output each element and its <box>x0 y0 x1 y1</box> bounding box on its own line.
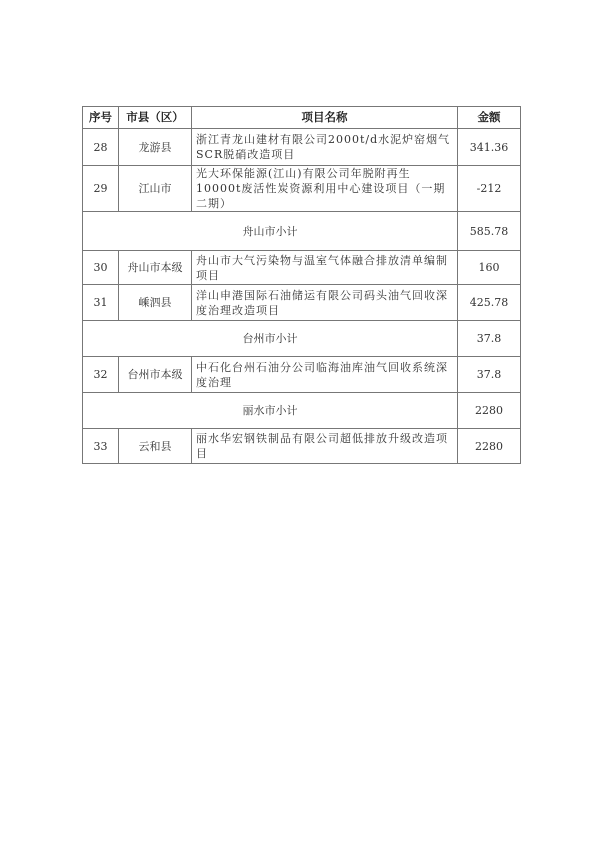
row-amount: -212 <box>458 166 521 212</box>
subtotal-row <box>83 321 521 357</box>
row-project-name: 浙江青龙山建材有限公司2000t/d水泥炉窑烟气SCR脱硝改造项目 <box>192 129 458 166</box>
row-county: 龙游县 <box>119 129 192 166</box>
header-no: 序号 <box>83 107 119 129</box>
row-county: 云和县 <box>119 429 192 464</box>
row-no: 31 <box>83 285 119 321</box>
row-county: 嵊泗县 <box>119 285 192 321</box>
subtotal-row <box>83 393 521 429</box>
row-amount: 341.36 <box>458 129 521 166</box>
subtotal-row <box>83 212 521 251</box>
row-project-name: 光大环保能源(江山)有限公司年脱附再生10000t废活性炭资源利用中心建设项目（一期二期） <box>192 166 458 212</box>
header-project-name: 项目名称 <box>192 107 458 129</box>
row-no: 32 <box>83 357 119 393</box>
table-header-row <box>83 107 521 129</box>
row-amount: 160 <box>458 251 521 285</box>
row-amount: 37.8 <box>458 357 521 393</box>
subtotal-amount: 2280 <box>458 393 521 429</box>
row-project-name: 丽水华宏钢铁制品有限公司超低排放升级改造项目 <box>192 429 458 464</box>
row-amount: 2280 <box>458 429 521 464</box>
row-project-name: 洋山申港国际石油储运有限公司码头油气回收深度治理改造项目 <box>192 285 458 321</box>
subtotal-label: 丽水市小计 <box>83 393 458 429</box>
header-amount: 金额 <box>458 107 521 129</box>
subtotal-label: 舟山市小计 <box>83 212 458 251</box>
row-no: 29 <box>83 166 119 212</box>
row-amount: 425.78 <box>458 285 521 321</box>
row-project-name: 中石化台州石油分公司临海油库油气回收系统深度治理 <box>192 357 458 393</box>
row-project-name: 舟山市大气污染物与温室气体融合排放清单编制项目 <box>192 251 458 285</box>
row-no: 30 <box>83 251 119 285</box>
table-row <box>83 166 521 212</box>
project-funding-table <box>82 106 521 464</box>
subtotal-label: 台州市小计 <box>83 321 458 357</box>
subtotal-amount: 585.78 <box>458 212 521 251</box>
table-row <box>83 357 521 393</box>
subtotal-amount: 37.8 <box>458 321 521 357</box>
row-no: 33 <box>83 429 119 464</box>
row-no: 28 <box>83 129 119 166</box>
row-county: 台州市本级 <box>119 357 192 393</box>
row-county: 舟山市本级 <box>119 251 192 285</box>
table-row <box>83 129 521 166</box>
table-row <box>83 251 521 285</box>
header-county: 市县（区） <box>119 107 192 129</box>
table-row <box>83 285 521 321</box>
table-row <box>83 429 521 464</box>
row-county: 江山市 <box>119 166 192 212</box>
